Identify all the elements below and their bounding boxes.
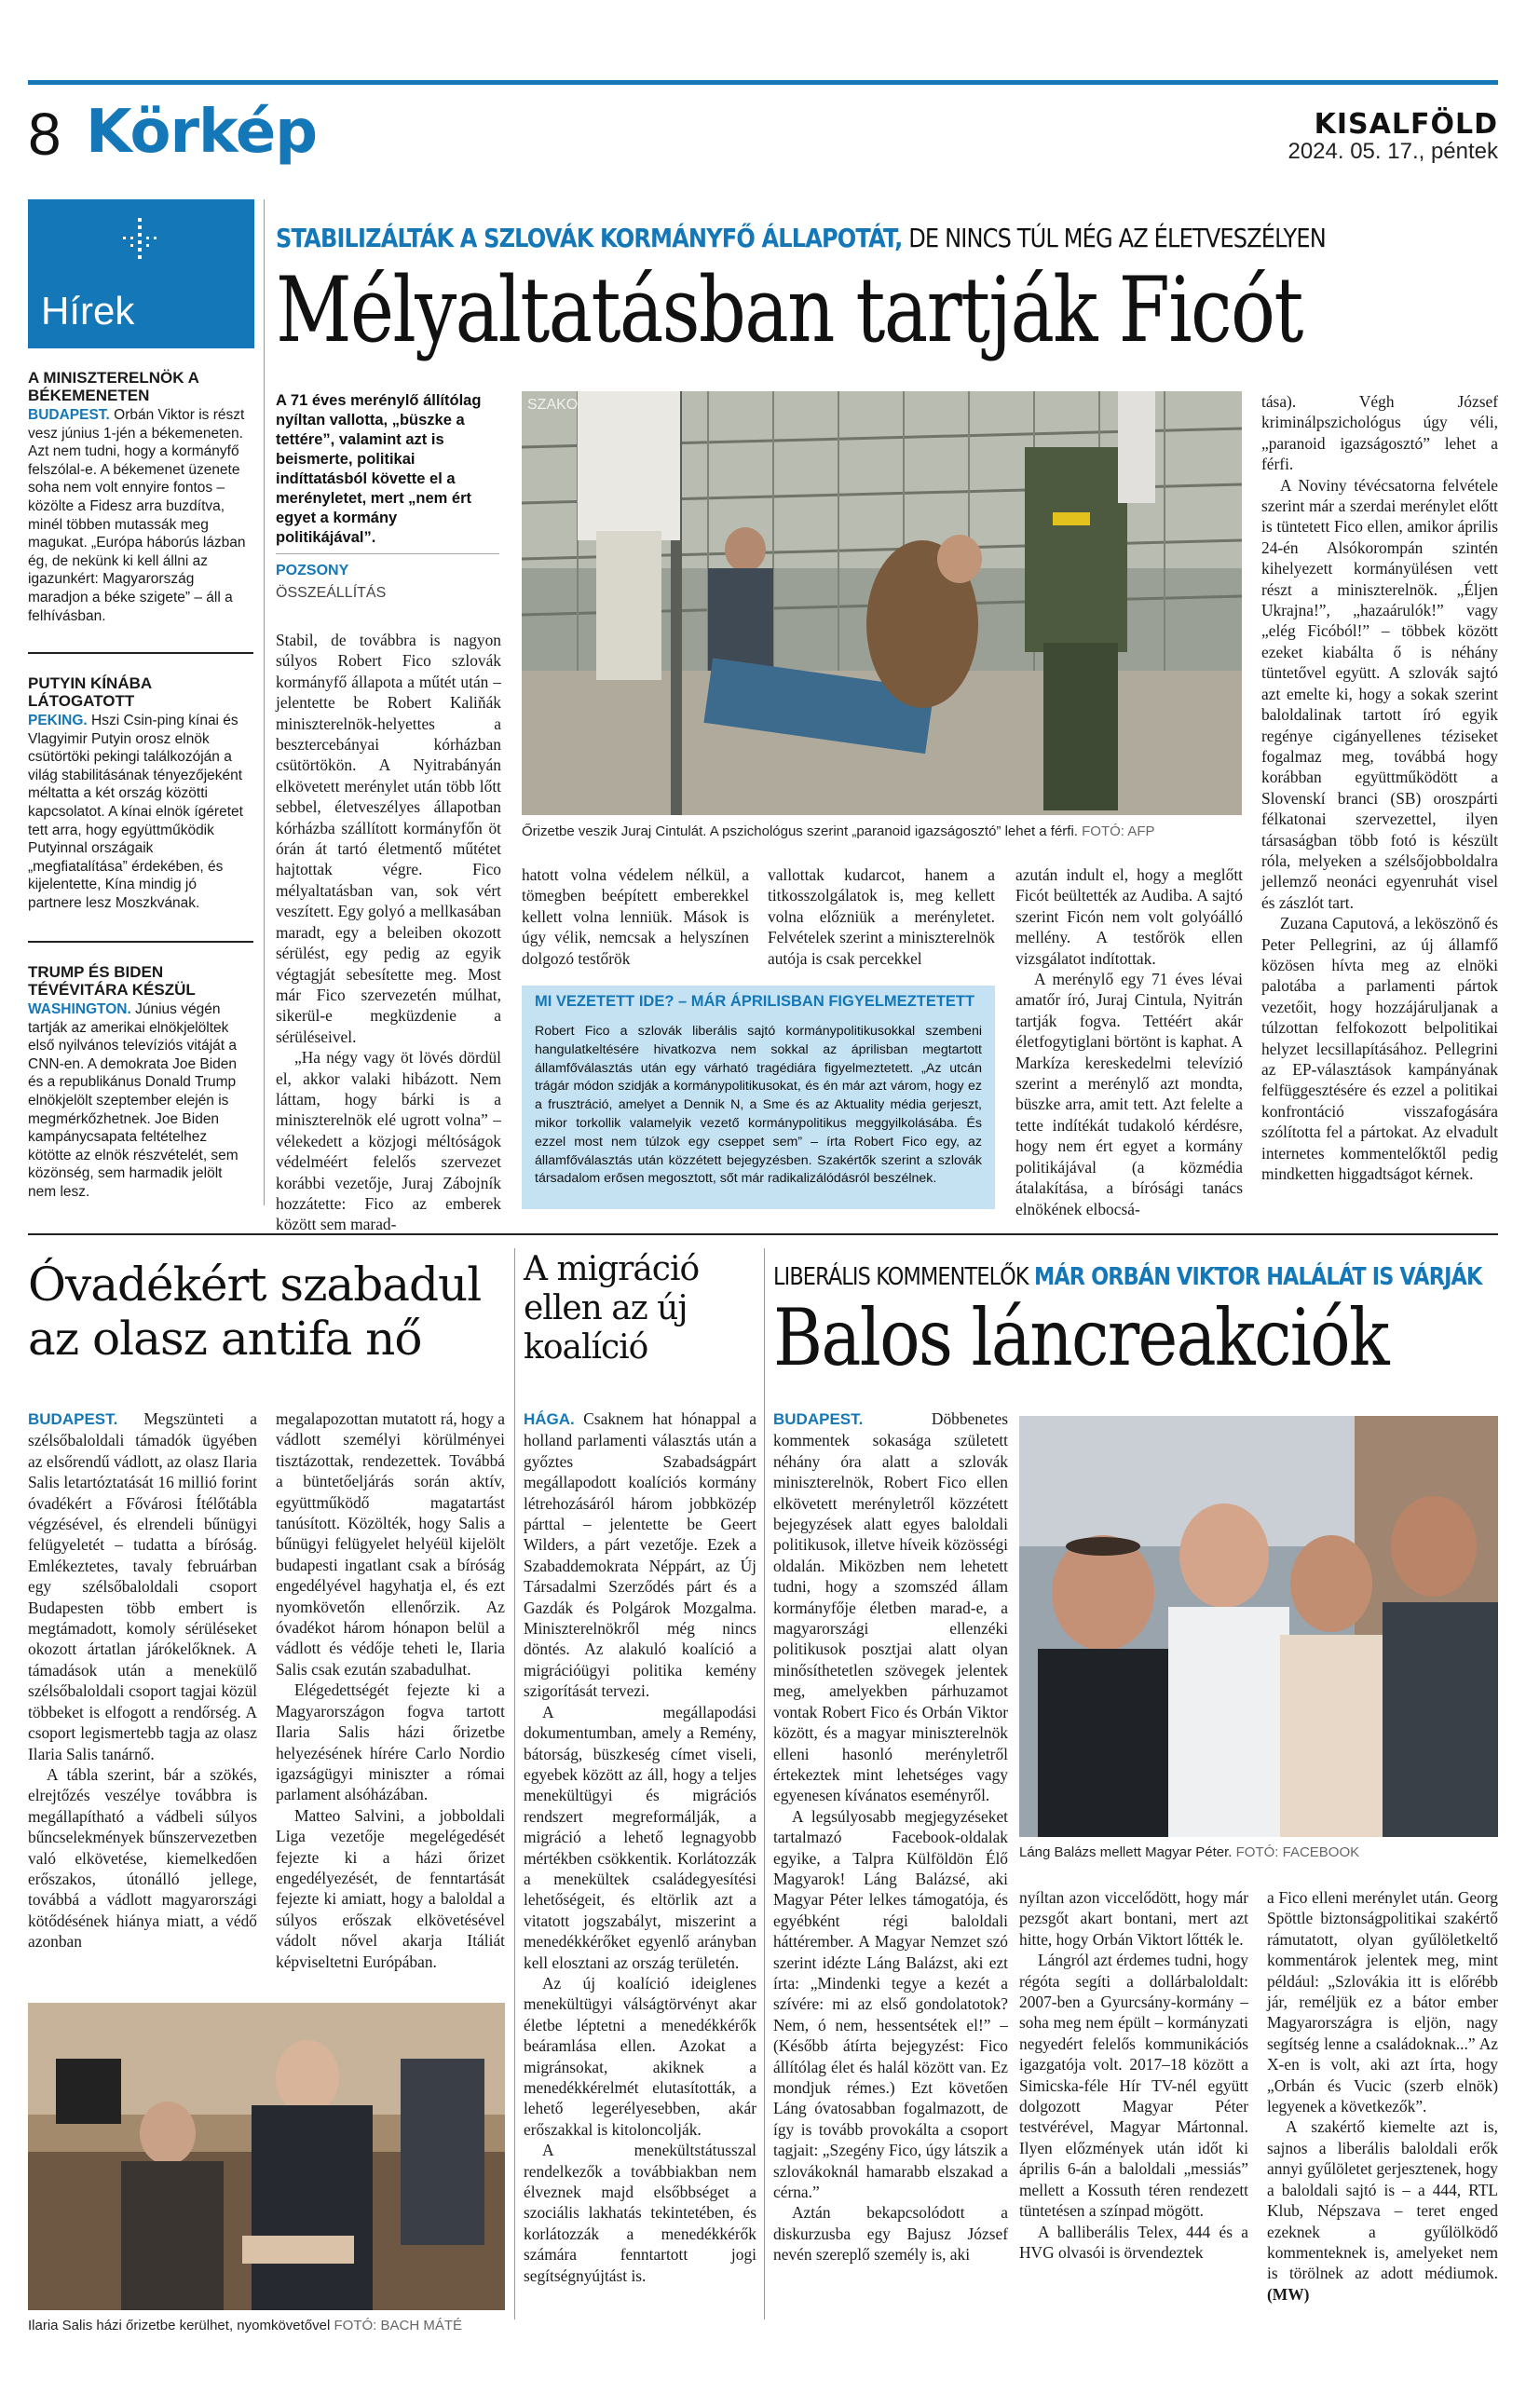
- brief-divider: [28, 652, 253, 654]
- sidebar-label: Hírek: [41, 289, 135, 333]
- top-story-col-2: hatott volna védelem nélkül, a tömegben beépített emberekkel kellett volna lenniük. Mások is úgy vélik, nemcsak a helyszínen dolgozó testőrök: [522, 865, 749, 968]
- fico-arrest-photo: [522, 391, 1242, 815]
- photo-illustration: [28, 2003, 505, 2310]
- background-box: [522, 986, 995, 1209]
- top-story-kicker: STABILIZÁLTÁK A SZLOVÁK KORMÁNYFŐ ÁLLAPOTÁT, DE NINCS TÚL MÉG AZ ÉLETVESZÉLYEN: [276, 223, 1326, 253]
- top-story-col-4: azután indult el, hogy a meglőtt Ficót beültették az Audiba. A sajtó szerint Ficón nem volt golyóálló mellény. A testőrök ellen vizsgálatot indítottak. A merénylő egy 71 éves lévai amatőr író, Juraj Cintula, Nyitrán tartják fogva. Tettéért akár életfogytiglani börtönt is kaphat. A Markíza kereskedelmi televízió szerint a merénylő azt mondta, büszke arra, amit tett. Azt felelte a tette indítékát tudakoló kérdésre, hogy nem ért egyet a kormány politikájával (a közmédia átalakítása, a bírósági tanács elnökének elbocsá-: [1015, 865, 1243, 1218]
- lang-magyar-photo: [1019, 1416, 1498, 1837]
- brief-1: [28, 369, 253, 625]
- box-title: MI VEZETETT IDE? – MÁR ÁPRILISBAN FIGYELMEZTETETT: [535, 993, 975, 1010]
- salis-col-1: BUDAPEST. Megszünteti a szélsőbaloldali támadók ügyében az elsőrendű vádlott, az olasz Ilaria Salis letartóztatását 16 millió forint óvadékért a Fővárosi Ítélőtábla végzésével, és elrendeli bűnügyi felügyeletét – tudatta a bíróság. Emlékeztetes, tavaly februárban egy szélsőbaloldali csoport Budapesten több embert is megtámadott, komoly sérüléseket okozott ártatlan járókelőknek. A támadások után a menekülő szélsőbaloldali csoport tagjai közül többeket is elfogott a rendőrség. A csoport legismertebb tagja az olasz Ilaria Salis tanárnő. A tábla szerint, bár a szökés, elrejtőzés veszélye továbbra is megállapítható a vádbeli súlyos bűncselekmények bűnszervezetben való elkövetése, kiemelkedően erőszakos, útonálló jellege, továbbá a vádlott magyarországi kötődésének hiánya miatt, a védő azonban: [28, 1409, 257, 1952]
- section-rule: [28, 1233, 1498, 1235]
- top-photo-caption: Őrizetbe veszik Juraj Cintulát. A pszichológus szerint „paranoid igazságosztó” lehet a férfi. FOTÓ: AFP: [522, 823, 1155, 839]
- col-rule: [764, 1248, 765, 2320]
- brief-3: [28, 963, 253, 1202]
- leftists-kicker: LIBERÁLIS KOMMENTELŐK MÁR ORBÁN VIKTOR HALÁLÁT IS VÁRJÁK: [773, 1263, 1482, 1291]
- sidebar-hirek-box: [28, 199, 254, 348]
- dateline-city: POZSONY: [276, 563, 349, 578]
- brief-title: TRUMP ÉS BIDEN TÉVÉVITÁRA KÉSZÜL: [28, 963, 196, 999]
- section-title: Körkép: [86, 98, 318, 167]
- news-icon: [121, 218, 158, 274]
- top-rule: [28, 80, 1498, 85]
- brief-2: [28, 674, 253, 913]
- leftists-col-2: nyíltan azon viccelődött, hogy már pezsgőt akart bontani, mert azt hitte, hogy Orbán Viktort lőtték le. Lángról azt érdemes tudni, hogy régóta segíti a dollárbaloldalt: 2007-ben a Gyurcsány-kormány – soha meg nem épült – kormányzati negyedért felelős kommunikációs igazgatója volt. 2017–18 között a Simicska-féle Hír TV-nél együtt dolgozott Magyar Péter testvérével, Magyar Mártonnal. Ilyen előzmények után időt ki április 6-án a baloldali „messiás” mellett a Kossuth téren rendezett tüntetésen a színpad mögött. A balliberális Telex, 444 és a HVG olvasói is örvendeztek: [1019, 1888, 1248, 2262]
- top-story-lead: A 71 éves merénylő állítólag nyíltan vallotta, „büszke a tettére”, valamint azt is beismerte, politikai indíttatásból követte el a merényletet, mert „nem ért egyet a kormány politikájával”.: [276, 392, 482, 546]
- publication-name: KISALFÖLD: [1314, 108, 1498, 141]
- dateline-source: ÖSSZEÁLLÍTÁS: [276, 585, 387, 601]
- salis-col-2: megalapozottan mutatott rá, hogy a vádlott személyi körülményei tisztázottak, rendezettek. Továbbá a büntetőeljárás során aktív, együttműködő magatartást tanúsított. Közölték, hogy Salis a bűnügyi felügyelet helyéül kijelölt budapesti ingatlant csak a bíróság engedélyével hagyhatja el, és ezt nyomkövetőn ellenőrzik. Az óvadékot három hónapon belül a vádlott és védője teheti le, Ilaria Salis csak ezután szabadulhat. Elégedettségét fejezte ki a Magyarországon fogva tartott Ilaria Salis házi őrizetbe helyezésének hírére Carlo Nordio igazságügyi miniszter a római parlament alsóházában. Matteo Salvini, a jobboldali Liga vezetője megelégedését fejezte ki a házi őrizet engedélyezését, de fenntartását fejezte ki amiatt, hogy a baloldal a súlyos erőszak elkövetésével vádolt nővel akarja Itáliát képviseltetni Európában.: [276, 1409, 505, 1971]
- leftists-col-1: BUDAPEST. Döbbenetes kommentek sokasága született néhány óra alatt a szlovák miniszterelnök, Robert Fico ellen elkövetett merényletről közzétett bejegyzések alatt egyes baloldali politikusok, illetve híveik közösségi oldalán. Miközben nem lehetett tudni, hogy a szomszéd állam kormányfője életben marad-e, a magyarországi ellenzéki politikusok posztjai alatt olyan minősíthetetlen szövegek jelentek meg, amelyekben párhuzamot vontak Robert Fico és Orbán Viktor között, és a magyar miniszterelnök elleni hasonló merényletről értekeztek mint lehetséges vagy egyenesen kívánatos eseményről. A legsúlyosabb megjegyzéseket tartalmazó Facebook-oldalak egyike, a Talpra Külföldön Élő Magyarok! Láng Balázsé, aki Magyar Péter lelkes támogatója, és egyébként régi baloldali háttérember. A Magyar Nemzet szó szerint idézte Láng Balázst, aki ezt írta: „Mindenki tegye a kezét a szívére: mi az első gondolatotok? Nem, ó nem, hessentsétek el!” – (Később átírta bejegyzést: Fico állítólag élet és halál között van. Ez mondjuk rémes.) Ezt követően Láng óvatosabban fogalmazott, de így is tovább provokálta a csoport tagjait: „Szegény Fico, úgy látszik a szlovákoknál hamarabb elszakad a cérna.” Aztán bekapcsolódott a diskurzusba egy Bajusz József nevén szereplő személy is, aki: [773, 1409, 1008, 2265]
- brief-text: PEKING. Hszi Csin-ping kínai és Vlagyimir Putyin orosz elnök csütörtöki pekingi találkozóján a világ stabilitásának tényezőjeként méltatta a két ország közötti kapcsolatot. A kínai elnök ígéretet tett arra, hogy együttműködik Putyinnal országaik „megfiatalítása” érdekében, és kijelentette, Kína mindig jó partnere lesz Moszkvának.: [28, 713, 243, 911]
- byline: (MW): [1267, 2284, 1310, 2304]
- leftists-photo-caption: Láng Balázs mellett Magyar Péter. FOTÓ: FACEBOOK: [1019, 1844, 1360, 1860]
- photo-illustration: [522, 391, 1242, 815]
- brief-divider: [28, 941, 253, 943]
- brief-text: WASHINGTON. Június végén tartják az amerikai elnökjelöltek első nyilvános televíziós vitáját a CNN-en. A demokrata Joe Biden és a republikánus Donald Trump elnökjelölt szeptember elején is megmérkőzhetnek. Joe Biden kampánycsapata feltételhez kötötte az elnök részvételét, sem közönség, sem harmadik jelölt nem lesz.: [28, 1001, 238, 1200]
- col-rule: [514, 1248, 515, 2320]
- migration-col: HÁGA. Csaknem hat hónappal a holland parlamenti választás után a győztes Szabadságpárt megállapodott koalíciós kormány létrehozásáról három jobbközép párttal – jelentette be Geert Wilders, a párt vezetője. Ezek a Szabaddemokrata Néppárt, az Új Társadalmi Szerződés párt és a Gazdák és Polgárok Mozgalma. Miniszterelnökről még nincs döntés. Az alakuló koalíció a migrációügyi politika kemény szigorítását tervezi. A megállapodási dokumentumban, amely a Remény, bátorság, büszkeség címet viseli, egyebek között az áll, hogy a teljes menekültügyi és migrációs rendszert megreformálják, a migráció a lehető legnagyobb mértékben csökkentik. Korlátozzák a menekültek családegyesítési lehetőségeit, és eltörlik azt a vitatott jogszabályt, miszerint a menedékkérőket egyenlő arányban kell elosztani az ország területén. Az új koalíció ideiglenes menekültügyi válságtörvényt akar életbe léptetni a menedékkérők beáramlása ellen. Azokat a migránsokat, akiknek a menedékkérelmét elutasították, a lehető legerélyesebben, akár erőszakkal is kitoloncolják. A menekültstátusszal rendelkezők a továbbiakban nem élveznek majd elsőbbséget a szociális lakhatás tekintetében, és korlátozzák a menedékkérők számára fenntartott jogi segítségnyújtást is.: [524, 1409, 756, 2285]
- brief-title: A MINISZTERELNÖK A BÉKEMENETEN: [28, 369, 199, 404]
- top-story-col-1: Stabil, de továbbra is nagyon súlyos Robert Fico szlovák kormányfő állapota a műtét után – jelentette be Robert Kaliňák miniszterelnök-helyettes a besztercebányai kórházban csütörtökön. A Nyitrabányán elkövetett merénylet után több lőtt sebbel, életveszélyes állapotban kórházba szállított kormányfőn öt órán át tartó életmentő műtétet hajtottak végre. Fico mélyaltatásban van, sok vért veszített. Egy golyó a mellkasában maradt, egy a beleiben okozott sérülést, egy pedig az egyik végtagját sebesítette meg. Most már Fico szervezetén múlhat, sikerül-e megküzdenie a sérüléseivel. „Ha négy vagy öt lövés dördül el, akkor valaki hibázott. Nem láttam, hogy bárki is a miniszterelnök elé ugrott volna” – vélekedett a közjogi méltóságok védelméért felelős szervezet korábbi vezetője, Juraj Zábojník hozzátette: Fico az emberek között sem marad-: [276, 631, 501, 1234]
- box-text: Robert Fico a szlovák liberális sajtó kormánypolitikusokkal szembeni hangulatkeltésére hivatkozva nem sokkal az áprilisban megtartott államfőválasztás után egy várható tragédiára figyelmeztetett. „Az utcán trágár módon szidják a kormánypolitikusokat, és én már azt várom, hogy ez a frusztráció, amelyet a Dennik N, a Sme és az Aktuality média gerjeszt, mikor torkollik valamelyik vezető kormánypolitikus meggyilkolásába. És ezzel most nem túlzok egy cseppet sem” – írta Robert Fico egy, az államfőválasztás után közzétett bejegyzésben. Szakértők szerint a szlovák társadalom erősen megosztott, sőt már radikalizálódásról beszélnek.: [535, 1024, 982, 1187]
- leftists-col-3: a Fico elleni merénylet után. Georg Spöttle biztonságpolitikai szakértő rámutatott, olyan gyűlöletkeltő kommentárok jelentek meg, mint például: „Szlovákia itt is előrébb jár, reméljük ez a bátor ember Magyarországra is eljön, nagy segítség lenne a családoknak...” Az X-en is volt, aki azt írta, hogy „Orbán és Vucic (szerb elnök) legyenek a következők”. A szakértő kiemelte azt is, sajnos a liberális baloldali erők annyi gyűlöletet gerjesztenek, hogy a baloldali sajtó is – a 444, RTL Klub, Népszava – teret enged ezeknek a gyűlölködő kommenteknek is, amelyeket nem is törölnek az adott médiumok. (MW): [1267, 1888, 1498, 2304]
- leftists-headline: Balos láncreakciók: [773, 1292, 1388, 1383]
- sidebar-vertical-rule: [264, 199, 265, 1205]
- issue-date: 2024. 05. 17., péntek: [1288, 139, 1498, 164]
- page-number: 8: [28, 101, 61, 168]
- salis-headline: Óvadékért szabadul az olasz antifa nő: [28, 1258, 482, 1366]
- brief-title: PUTYIN KÍNÁBA LÁTOGATOTT: [28, 674, 152, 710]
- photo-illustration: [1019, 1416, 1498, 1837]
- top-story-col-5: tása). Végh József kriminálpszichológus úgy véli, „paranoid igazságosztó” lehet a férfi. A Noviny tévécsatorna felvétele szerint már a szerdai merénylet előtt is tüntetett Fico ellen, amikor április 24-én Alsókorompán szintén kihelyezett kormányülésen vett részt a miniszterelnök. „Éljen Ukrajna!”, „hazaárulók!” vagy „elég Ficóból!” – többek között ezeket kiabálta ő is néhány tüntetővel együtt. A szlovák sajtó azt emelte ki, hogy a sokak szerint baloldalinak tartott író egyik regénye cigányellenes téziseket fogalmaz meg, továbbá hogy korábban együttműködött a Slovenskí branci (SB) oroszpárti félkatonai szervezettel, ilyen társaságban több fotó is készült róla, melyeken a szélsőjobboldalra jellemző neonáci egyenruhát visel és zászlót tart. Zuzana Caputová, a leköszönő és Peter Pellegrini, az új államfő közösen hívta meg az elnöki palotába a parlamenti pártok vezetőit, hogy hozzájáruljanak a túlzottan felfokozott belpolitikai helyzet lecsillapításához. Pellegrini az EP-választások kampányának felfüggesztésére és ezzel a politikai konfrontáció visszafogására szólította fel a pártokat. Az elvadult internetes kommentelőktől pedig mindketten higgadtságot kérnek.: [1261, 392, 1498, 1184]
- top-story-headline: Mélyaltatásban tartják Ficót: [276, 258, 1302, 362]
- salis-photo-caption: Ilaria Salis házi őrizetbe kerülhet, nyomkövetővel FOTÓ: BACH MÁTÉ: [28, 2318, 463, 2333]
- brief-text: BUDAPEST. Orbán Viktor is részt vesz június 1-jén a békemeneten. Azt nem tudni, hogy a kormányfő felszólal-e. A békemenet üzenete soha nem volt ennyire fontos – közölte a Fidesz arra buzdítva, minél többen mutassák meg magukat. „Európa háborús lázban ég, de nekünk ki kell állni az igazunkért: Magyarország maradjon a béke szigete” – áll a felhívásban.: [28, 407, 246, 624]
- lead-divider: [276, 553, 499, 554]
- photo-watermark: SZAKO: [527, 397, 579, 413]
- migration-headline: A migráció ellen az új koalíció: [524, 1250, 700, 1367]
- salis-photo: [28, 2003, 505, 2310]
- top-story-col-3: vallottak kudarcot, hanem a titkosszolgálatok is, meg kellett volna előzniük a merényletet. Felvételek szerint a miniszterelnök autója is csak percekkel: [768, 865, 995, 968]
